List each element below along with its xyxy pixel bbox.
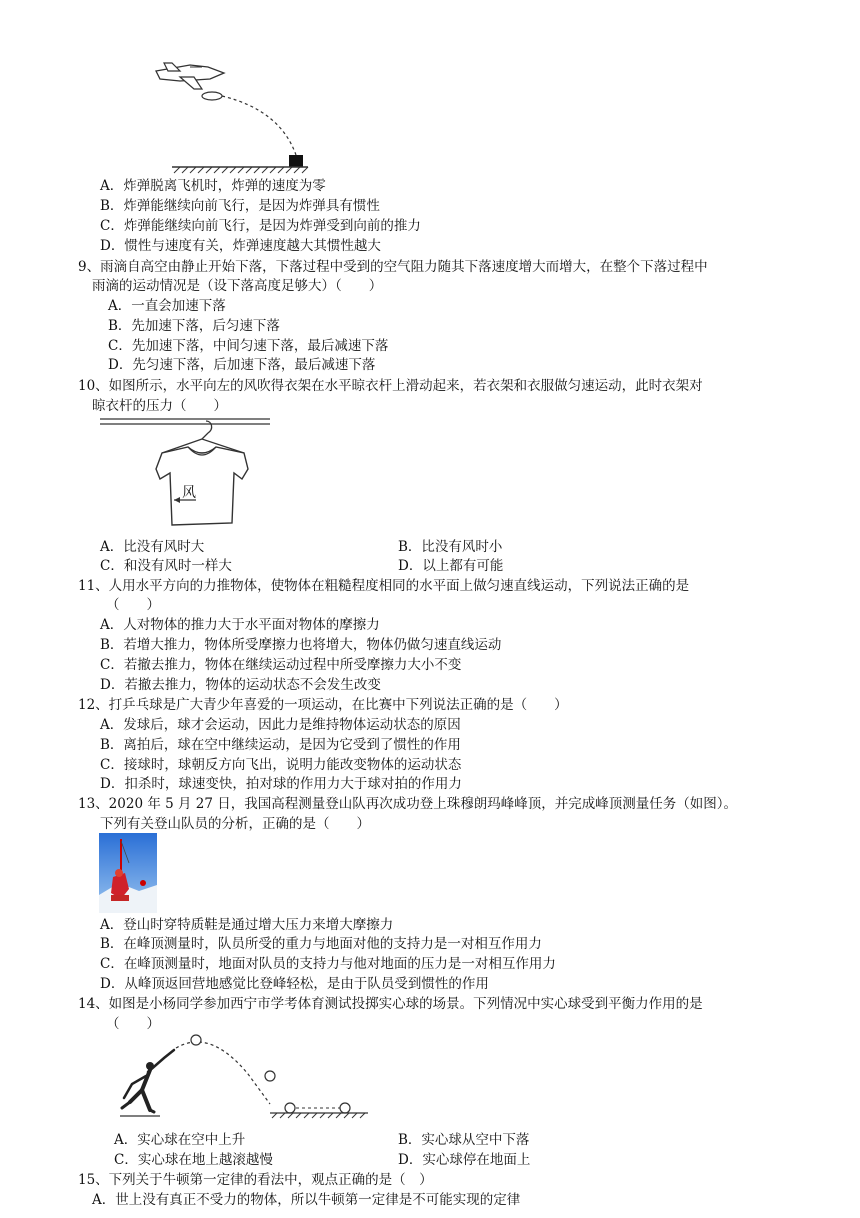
q9-option-b: B．先加速下落，后匀速下落 (108, 318, 280, 334)
q10-option-b: B．比没有风时小 (398, 539, 503, 555)
q12-stem-line1: 12、打乒乓球是广大青少年喜爱的一项运动，在比赛中下列说法正确的是（ ） (78, 697, 568, 713)
q11-option-c: C．若撤去推力，物体在继续运动过程中所受摩擦力大小不变 (100, 657, 462, 673)
q12-option-a: A．发球后，球才会运动，因此力是维持物体运动状态的原因 (100, 717, 461, 733)
q11-stem-line1: 11、人用水平方向的力推物体，使物体在粗糙程度相同的水平面上做匀速直线运动，下列说法正确的是 (78, 578, 690, 594)
q10-option-c: C．和没有风时一样大 (100, 558, 232, 574)
wind-label: 风 (182, 485, 196, 501)
q11-option-d: D．若撤去推力，物体的运动状态不会发生改变 (100, 677, 381, 693)
q9-option-a: A．一直会加速下落 (108, 298, 226, 314)
q10-stem-line2: 晾衣杆的压力（ ） (92, 398, 227, 414)
q14-option-c: C．实心球在地上越滚越慢 (114, 1152, 273, 1168)
q13-stem-line2: 下列有关登山队员的分析，正确的是（ ） (100, 816, 370, 832)
q14-stem-line2: （ ） (106, 1016, 160, 1032)
q10-option-d: D．以上都有可能 (398, 558, 504, 574)
q11-option-a: A．人对物体的推力大于水平面对物体的摩擦力 (100, 617, 380, 633)
q13-option-c: C．在峰顶测量时，地面对队员的支持力与他对地面的压力是一对相互作用力 (100, 956, 556, 972)
q13-option-a: A．登山时穿特质鞋是通过增大压力来增大摩擦力 (100, 917, 394, 933)
q9-option-d: D．先匀速下落，后加速下落，最后减速下落 (108, 357, 376, 373)
q8-option-c: C．炸弹能继续向前飞行，是因为炸弹受到向前的推力 (100, 218, 421, 234)
q14-option-a: A．实心球在空中上升 (114, 1132, 246, 1148)
q14-option-b: B．实心球从空中下落 (398, 1132, 530, 1148)
q11-option-b: B．若增大推力，物体所受摩擦力也将增大，物体仍做匀速直线运动 (100, 637, 502, 653)
q12-option-c: C．接球时，球朝反方向飞出，说明力能改变物体的运动状态 (100, 757, 462, 773)
q9-stem-line2: 雨滴的运动情况是（设下落高度足够大）（ ） (92, 278, 383, 294)
q9-stem-line1: 9、雨滴自高空由静止开始下落，下落过程中受到的空气阻力随其下落速度增大而增大，在整个下落过程中 (78, 259, 708, 275)
q8-option-b: B．炸弹能继续向前飞行，是因为炸弹具有惯性 (100, 198, 380, 214)
q8-option-d: D．惯性与速度有关，炸弹速度越大其惯性越大 (100, 238, 381, 254)
climber-photo (99, 833, 157, 913)
q9-option-c: C．先加速下落，中间匀速下落，最后减速下落 (108, 338, 389, 354)
q13-stem-line1: 13、2020 年 5 月 27 日，我国高程测量登山队再次成功登上珠穆朗玛峰峰顶，并完成峰顶测量任务（如图）。 (78, 796, 738, 812)
q13-option-b: B．在峰顶测量时，队员所受的重力与地面对他的支持力是一对相互作用力 (100, 936, 542, 952)
q10-stem-line1: 10、如图所示，水平向左的风吹得衣架在水平晾衣杆上滑动起来，若衣架和衣服做匀速运动，此时衣架对 (78, 378, 703, 394)
q10-option-a: A．比没有风时大 (100, 539, 205, 555)
q11-stem-line2: （ ） (106, 597, 160, 613)
plane-bomb-figure (150, 55, 320, 175)
q12-option-d: D．扣杀时，球速变快，拍对球的作用力大于球对拍的作用力 (100, 776, 462, 792)
q14-option-d: D．实心球停在地面上 (398, 1152, 531, 1168)
q8-option-a: A．炸弹脱离飞机时，炸弹的速度为零 (100, 178, 326, 194)
q12-option-b: B．离拍后，球在空中继续运动，是因为它受到了惯性的作用 (100, 737, 461, 753)
q13-option-d: D．从峰顶返回营地感觉比登峰轻松，是由于队员受到惯性的作用 (100, 976, 489, 992)
shirt-hanger-figure (98, 415, 278, 535)
q15-stem-line1: 15、下列关于牛顿第一定律的看法中，观点正确的是（ ） (78, 1172, 433, 1188)
q14-stem-line1: 14、如图是小杨同学参加西宁市学考体育测试投掷实心球的场景。下列情况中实心球受到平衡力作用的是 (78, 996, 703, 1012)
shot-put-figure (110, 1032, 380, 1132)
q15-option-a: A．世上没有真正不受力的物体，所以牛顿第一定律是不可能实现的定律 (92, 1192, 521, 1208)
